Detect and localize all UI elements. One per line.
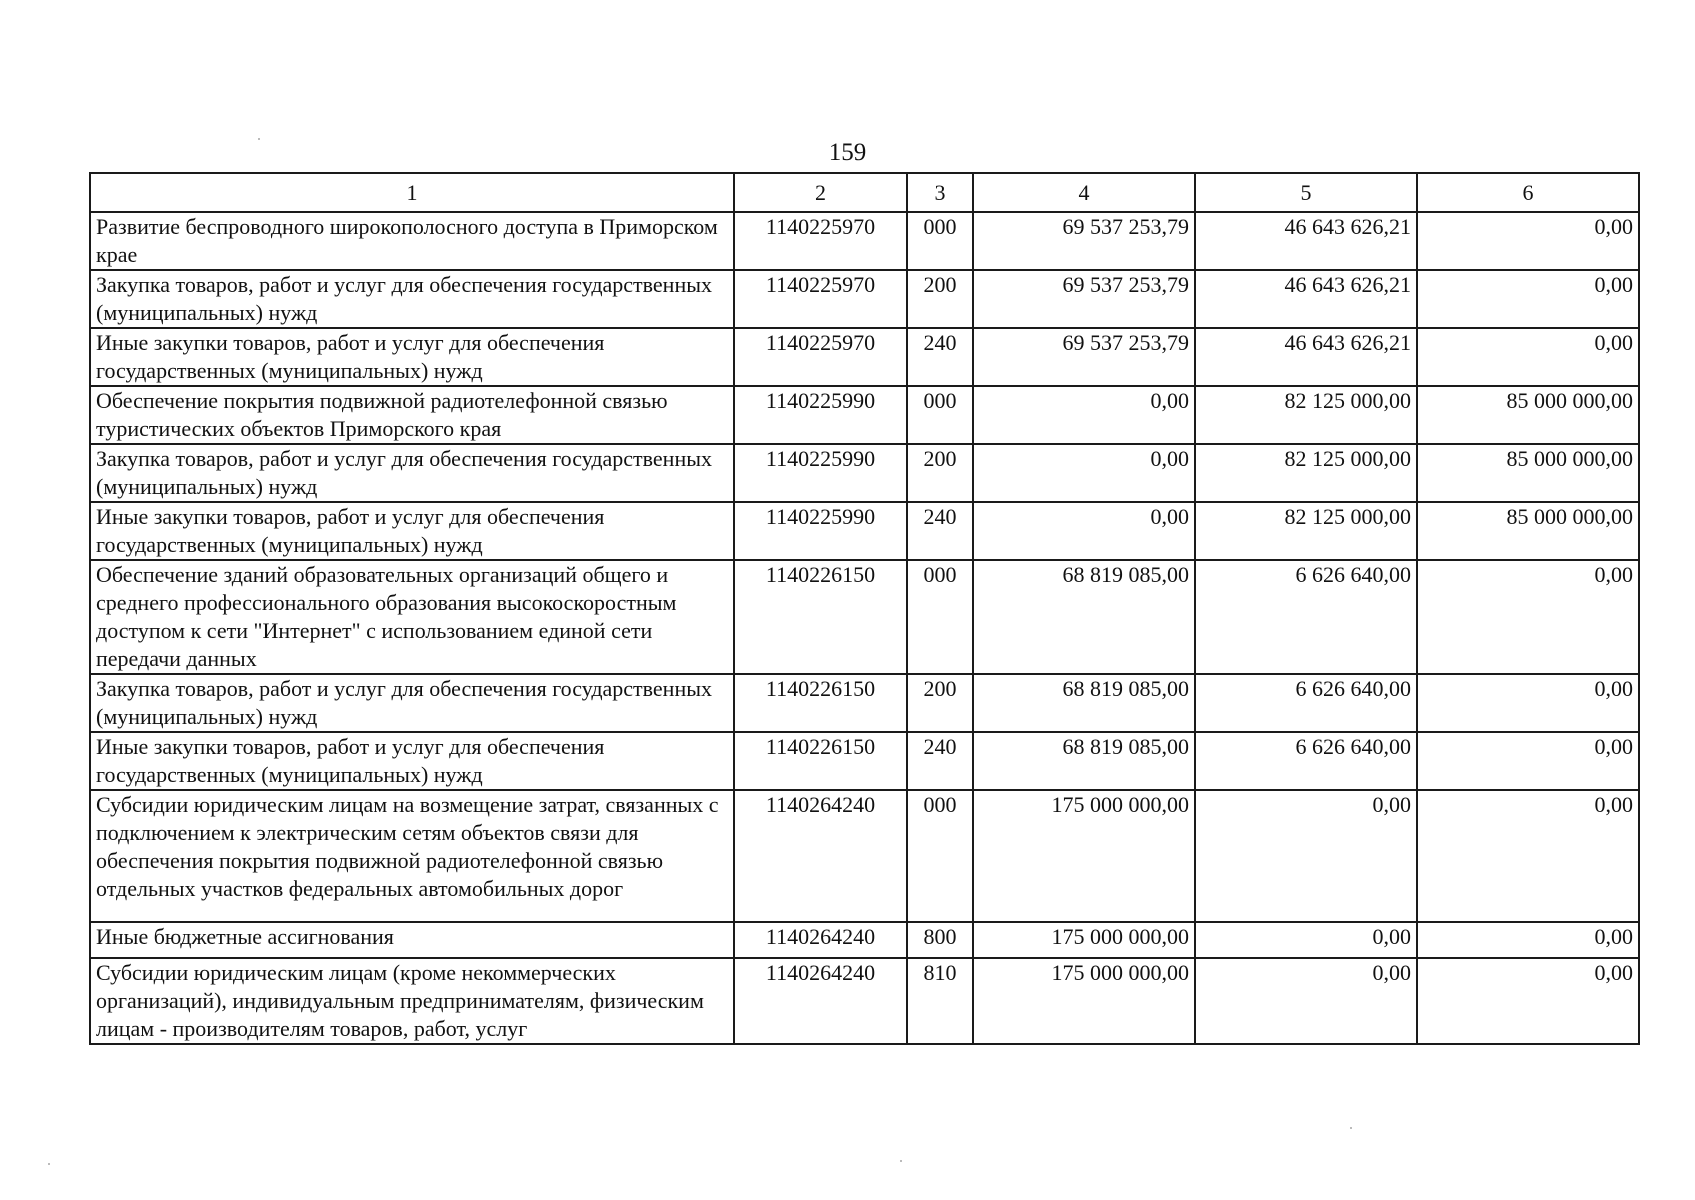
target-article-code-cell: 1140225990 (734, 444, 907, 502)
table-row (90, 328, 1639, 386)
amount-column-5-cell: 0,00 (1195, 922, 1417, 958)
table-body (90, 212, 1639, 1044)
amount-column-5-cell: 6 626 640,00 (1195, 674, 1417, 732)
table-row (90, 922, 1639, 958)
row-name-cell: Развитие беспроводного широкополосного доступа в Приморском крае (90, 212, 734, 270)
row-name-cell: Закупка товаров, работ и услуг для обеспечения государственных (муниципальных) нужд (90, 270, 734, 328)
table-row (90, 270, 1639, 328)
amount-column-5-cell: 46 643 626,21 (1195, 328, 1417, 386)
scan-speck (1350, 1127, 1352, 1129)
amount-column-4-cell: 0,00 (973, 444, 1195, 502)
amount-column-4-cell: 175 000 000,00 (973, 922, 1195, 958)
row-name-cell: Обеспечение зданий образовательных организаций общего и среднего профессионального образования высокоскоростным доступом к сети "Интернет" с использованием единой сети передачи данных (90, 560, 734, 674)
budget-table (89, 172, 1640, 1045)
amount-column-5-cell: 6 626 640,00 (1195, 560, 1417, 674)
amount-column-6-cell: 0,00 (1417, 270, 1639, 328)
target-article-code-cell: 1140225970 (734, 328, 907, 386)
amount-column-6-cell: 0,00 (1417, 958, 1639, 1044)
scan-speck (258, 138, 260, 140)
column-header-1: 1 (90, 173, 734, 212)
table-row (90, 386, 1639, 444)
amount-column-4-cell: 175 000 000,00 (973, 790, 1195, 922)
amount-column-5-cell: 82 125 000,00 (1195, 444, 1417, 502)
amount-column-4-cell: 68 819 085,00 (973, 732, 1195, 790)
table-row (90, 502, 1639, 560)
amount-column-5-cell: 46 643 626,21 (1195, 212, 1417, 270)
target-article-code-cell: 1140264240 (734, 790, 907, 922)
row-name-cell: Субсидии юридическим лицам на возмещение затрат, связанных с подключением к электрическим сетям объектов связи для обеспечения покрытия подвижной радиотелефонной связью отдельных участков федеральных автомобильных дорог (90, 790, 734, 922)
row-name-cell: Закупка товаров, работ и услуг для обеспечения государственных (муниципальных) нужд (90, 674, 734, 732)
target-article-code-cell: 1140225970 (734, 270, 907, 328)
amount-column-6-cell: 85 000 000,00 (1417, 444, 1639, 502)
expense-type-code-cell: 810 (907, 958, 973, 1044)
row-name-cell: Иные закупки товаров, работ и услуг для обеспечения государственных (муниципальных) нужд (90, 328, 734, 386)
amount-column-5-cell: 0,00 (1195, 790, 1417, 922)
column-header-5: 5 (1195, 173, 1417, 212)
table-row (90, 444, 1639, 502)
table-row (90, 212, 1639, 270)
amount-column-6-cell: 0,00 (1417, 560, 1639, 674)
amount-column-6-cell: 85 000 000,00 (1417, 386, 1639, 444)
amount-column-6-cell: 0,00 (1417, 732, 1639, 790)
amount-column-5-cell: 82 125 000,00 (1195, 386, 1417, 444)
amount-column-5-cell: 0,00 (1195, 958, 1417, 1044)
column-header-2: 2 (734, 173, 907, 212)
header-row (90, 173, 1639, 212)
expense-type-code-cell: 000 (907, 386, 973, 444)
column-header-6: 6 (1417, 173, 1639, 212)
expense-type-code-cell: 200 (907, 270, 973, 328)
row-name-cell: Субсидии юридическим лицам (кроме некоммерческих организаций), индивидуальным предпринимателям, физическим лицам - производителям товаров, работ, услуг (90, 958, 734, 1044)
table-row (90, 674, 1639, 732)
expense-type-code-cell: 240 (907, 732, 973, 790)
scan-speck (48, 1163, 50, 1165)
amount-column-4-cell: 69 537 253,79 (973, 212, 1195, 270)
amount-column-6-cell: 0,00 (1417, 922, 1639, 958)
amount-column-6-cell: 0,00 (1417, 212, 1639, 270)
table-row (90, 958, 1639, 1044)
target-article-code-cell: 1140226150 (734, 732, 907, 790)
page-number: 159 (828, 139, 867, 166)
amount-column-4-cell: 0,00 (973, 502, 1195, 560)
amount-column-4-cell: 0,00 (973, 386, 1195, 444)
target-article-code-cell: 1140226150 (734, 674, 907, 732)
row-name-cell: Иные закупки товаров, работ и услуг для обеспечения государственных (муниципальных) нужд (90, 502, 734, 560)
column-header-4: 4 (973, 173, 1195, 212)
target-article-code-cell: 1140264240 (734, 922, 907, 958)
table-row (90, 732, 1639, 790)
amount-column-6-cell: 0,00 (1417, 790, 1639, 922)
target-article-code-cell: 1140225990 (734, 386, 907, 444)
target-article-code-cell: 1140225970 (734, 212, 907, 270)
amount-column-6-cell: 0,00 (1417, 674, 1639, 732)
amount-column-4-cell: 68 819 085,00 (973, 674, 1195, 732)
expense-type-code-cell: 000 (907, 212, 973, 270)
amount-column-5-cell: 82 125 000,00 (1195, 502, 1417, 560)
row-name-cell: Иные закупки товаров, работ и услуг для обеспечения государственных (муниципальных) нужд (90, 732, 734, 790)
row-name-cell: Закупка товаров, работ и услуг для обеспечения государственных (муниципальных) нужд (90, 444, 734, 502)
expense-type-code-cell: 000 (907, 790, 973, 922)
table-row (90, 790, 1639, 922)
amount-column-4-cell: 175 000 000,00 (973, 958, 1195, 1044)
amount-column-5-cell: 46 643 626,21 (1195, 270, 1417, 328)
expense-type-code-cell: 240 (907, 502, 973, 560)
row-name-cell: Иные бюджетные ассигнования (90, 922, 734, 958)
expense-type-code-cell: 200 (907, 444, 973, 502)
target-article-code-cell: 1140264240 (734, 958, 907, 1044)
column-header-3: 3 (907, 173, 973, 212)
expense-type-code-cell: 200 (907, 674, 973, 732)
scan-speck (900, 1160, 902, 1162)
amount-column-5-cell: 6 626 640,00 (1195, 732, 1417, 790)
amount-column-4-cell: 69 537 253,79 (973, 328, 1195, 386)
amount-column-4-cell: 68 819 085,00 (973, 560, 1195, 674)
target-article-code-cell: 1140226150 (734, 560, 907, 674)
expense-type-code-cell: 240 (907, 328, 973, 386)
amount-column-6-cell: 85 000 000,00 (1417, 502, 1639, 560)
table-row (90, 560, 1639, 674)
target-article-code-cell: 1140225990 (734, 502, 907, 560)
row-name-cell: Обеспечение покрытия подвижной радиотелефонной связью туристических объектов Приморского края (90, 386, 734, 444)
amount-column-6-cell: 0,00 (1417, 328, 1639, 386)
expense-type-code-cell: 800 (907, 922, 973, 958)
expense-type-code-cell: 000 (907, 560, 973, 674)
amount-column-4-cell: 69 537 253,79 (973, 270, 1195, 328)
